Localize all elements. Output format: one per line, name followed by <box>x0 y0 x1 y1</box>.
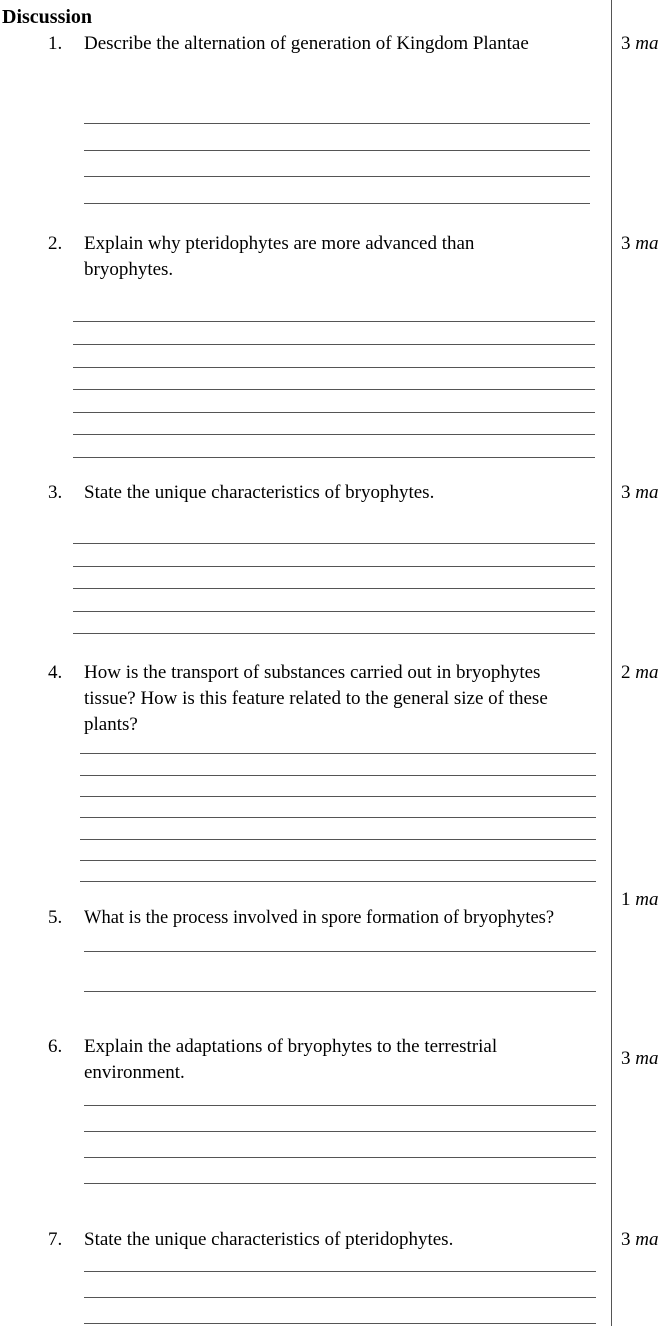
answer-line[interactable] <box>73 457 595 458</box>
question-marks: 1 ma <box>621 889 658 910</box>
page-margin-line <box>611 0 612 1326</box>
answer-line[interactable] <box>80 753 596 754</box>
answer-line[interactable] <box>84 150 590 151</box>
question-number: 5. <box>48 907 63 928</box>
answer-line[interactable] <box>80 881 596 882</box>
answer-line[interactable] <box>73 543 595 544</box>
question-number: 1. <box>48 33 63 54</box>
answer-line[interactable] <box>84 951 596 952</box>
answer-line[interactable] <box>84 1157 596 1158</box>
question-text: State the unique characteristics of bryophytes. <box>84 482 435 503</box>
answer-line[interactable] <box>73 434 595 435</box>
question-text: State the unique characteristics of pteridophytes. <box>84 1229 454 1250</box>
answer-line[interactable] <box>73 566 595 567</box>
answer-line[interactable] <box>73 389 595 390</box>
question-marks: 3 ma <box>621 233 658 254</box>
answer-line[interactable] <box>80 817 596 818</box>
answer-line[interactable] <box>73 611 595 612</box>
answer-line[interactable] <box>80 775 596 776</box>
answer-line[interactable] <box>84 1131 596 1132</box>
answer-line[interactable] <box>73 633 595 634</box>
question-marks: 3 ma <box>621 1229 658 1250</box>
answer-line[interactable] <box>84 1297 596 1298</box>
question-number: 4. <box>48 662 63 683</box>
question-text: Describe the alternation of generation of Kingdom Plantae <box>84 33 529 54</box>
question-text: Explain the adaptations of bryophytes to the terrestrial environment. <box>84 1036 498 1083</box>
answer-line[interactable] <box>73 321 595 322</box>
question-number: 2. <box>48 233 63 254</box>
answer-line[interactable] <box>73 412 595 413</box>
answer-line[interactable] <box>84 991 596 992</box>
question-number: 3. <box>48 482 63 503</box>
answer-line[interactable] <box>84 123 590 124</box>
answer-line[interactable] <box>84 176 590 177</box>
answer-line[interactable] <box>73 344 595 345</box>
answer-line[interactable] <box>73 367 595 368</box>
question-text: How is the transport of substances carried out in bryophytes tissue? How is this feature related to the general size of these plants? <box>84 662 548 735</box>
answer-line[interactable] <box>84 1323 596 1324</box>
answer-line[interactable] <box>80 839 596 840</box>
question-number: 6. <box>48 1036 63 1057</box>
answer-line[interactable] <box>84 203 590 204</box>
answer-line[interactable] <box>84 1271 596 1272</box>
answer-line[interactable] <box>84 1105 596 1106</box>
question-number: 7. <box>48 1229 63 1250</box>
question-text: Explain why pteridophytes are more advanced than bryophytes. <box>84 233 475 280</box>
question-text: What is the process involved in spore formation of bryophytes? <box>84 908 555 928</box>
answer-line[interactable] <box>73 588 595 589</box>
question-marks: 2 ma <box>621 662 658 683</box>
answer-line[interactable] <box>80 860 596 861</box>
question-marks: 3 ma <box>621 33 658 54</box>
answer-line[interactable] <box>80 796 596 797</box>
answer-line[interactable] <box>84 1183 596 1184</box>
question-marks: 3 ma <box>621 482 658 503</box>
section-heading: Discussion <box>2 6 93 28</box>
question-marks: 3 ma <box>621 1048 658 1069</box>
